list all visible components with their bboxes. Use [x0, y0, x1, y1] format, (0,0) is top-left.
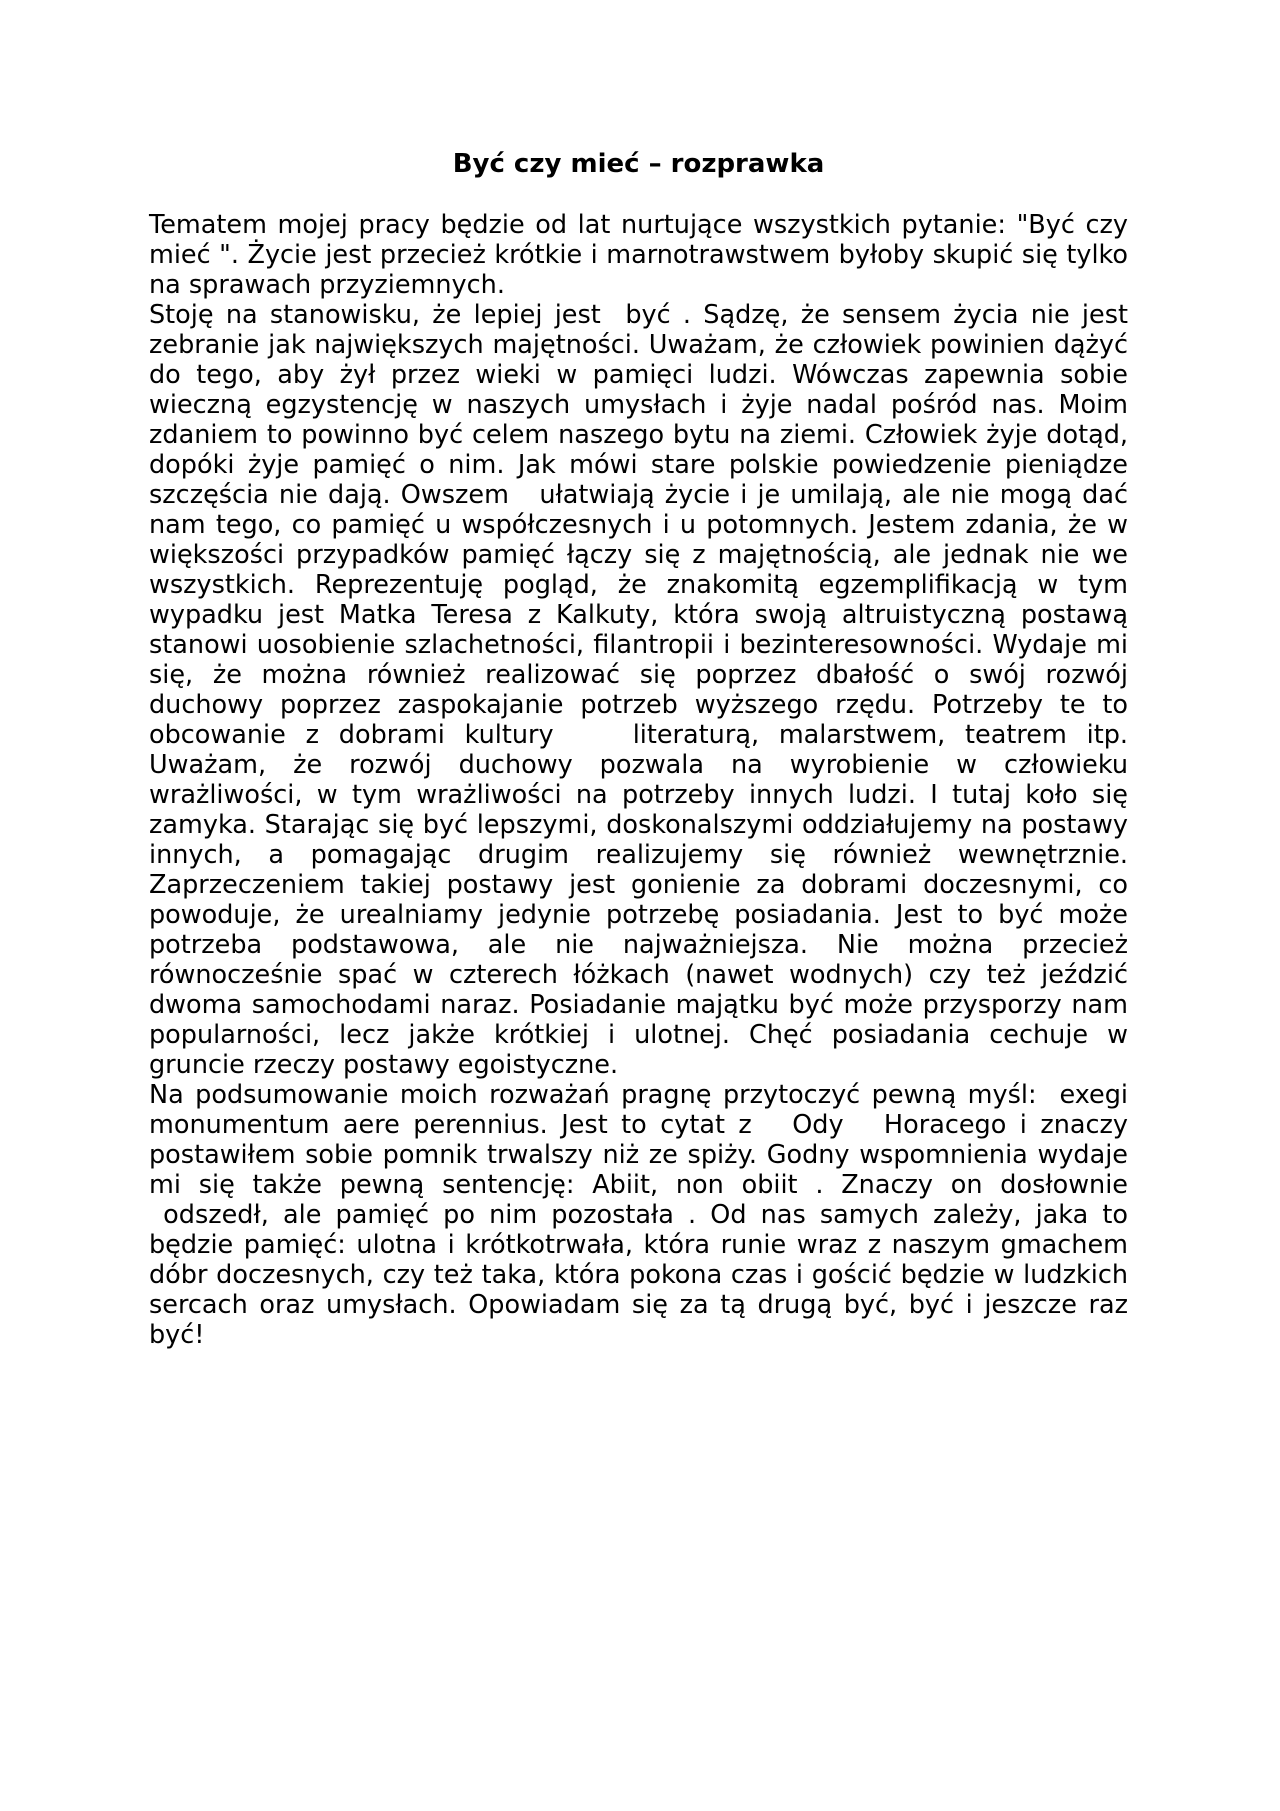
essay-paragraph-intro: Tematem mojej pracy będzie od lat nurtujące wszystkich pytanie: "Być czy mieć ". Życie jest przecież krótkie i marnotrawstwem byłoby skupić się tylko na sprawach przyziemnych. — [149, 210, 1128, 300]
essay-title: Być czy mieć – rozprawka — [452, 149, 825, 179]
essay-body — [149, 149, 1128, 1350]
essay-paragraph-conclusion: Na podsumowanie moich rozważań pragnę przytoczyć pewną myśl: exegi monumentum aere perennius. Jest to cytat z Ody Horacego i znaczy postawiłem sobie pomnik trwalszy niż ze spiży. Godny wspomnienia wydaje mi się także pewną sentencję: Abiit, non obiit . Znaczy on dosłownie odszedł, ale pamięć po nim pozostała . Od nas samych zależy, jaka to będzie pamięć: ulotna i krótkotrwała, która runie wraz z naszym gmachem dóbr doczesnych, czy też taka, która pokona czas i gościć będzie w ludzkich sercach oraz umysłach. Opowiadam się za tą drugą być, być i jeszcze raz być! — [149, 1080, 1128, 1350]
essay-paragraph-main: Stoję na stanowisku, że lepiej jest być . Sądzę, że sensem życia nie jest zebranie jak największych majętności. Uważam, że człowiek powinien dążyć do tego, aby żył przez wieki w pamięci ludzi. Wówczas zapewnia sobie wieczną egzystencję w naszych umysłach i żyje nadal pośród nas. Moim zdaniem to powinno być celem naszego bytu na ziemi. Człowiek żyje dotąd, dopóki żyje pamięć o nim. Jak mówi stare polskie powiedzenie pieniądze szczęścia nie dają. Owszem ułatwiają życie i je umilają, ale nie mogą dać nam tego, co pamięć u współczesnych i u potomnych. Jestem zdania, że w większości przypadków pamięć łączy się z majętnością, ale jednak nie we wszystkich. Reprezentuję pogląd, że znakomitą egzemplifikacją w tym wypadku jest Matka Teresa z Kalkuty, która swoją altruistyczną postawą stanowi uosobienie szlachetności, filantropii i bezinteresowności. Wydaje mi się, że można również realizować się poprzez dbałość o swój rozwój duchowy poprzez zaspokajanie potrzeb wyższego rzędu. Potrzeby te to obcowanie z dobrami kultury literaturą, malarstwem, teatrem itp. Uważam, że rozwój duchowy pozwala na wyrobienie w człowieku wrażliwości, w tym wrażliwości na potrzeby innych ludzi. I tutaj koło się zamyka. Starając się być lepszymi, doskonalszymi oddziałujemy na postawy innych, a pomagając drugim realizujemy się również wewnętrznie. Zaprzeczeniem takiej postawy jest gonienie za dobrami doczesnymi, co powoduje, że urealniamy jedynie potrzebę posiadania. Jest to być może potrzeba podstawowa, ale nie najważniejsza. Nie można przecież równocześnie spać w czterech łóżkach (nawet wodnych) czy też jeździć dwoma samochodami naraz. Posiadanie majątku być może przysporzy nam popularności, lecz jakże krótkiej i ulotnej. Chęć posiadania cechuje w gruncie rzeczy postawy egoistyczne. — [149, 300, 1128, 1080]
